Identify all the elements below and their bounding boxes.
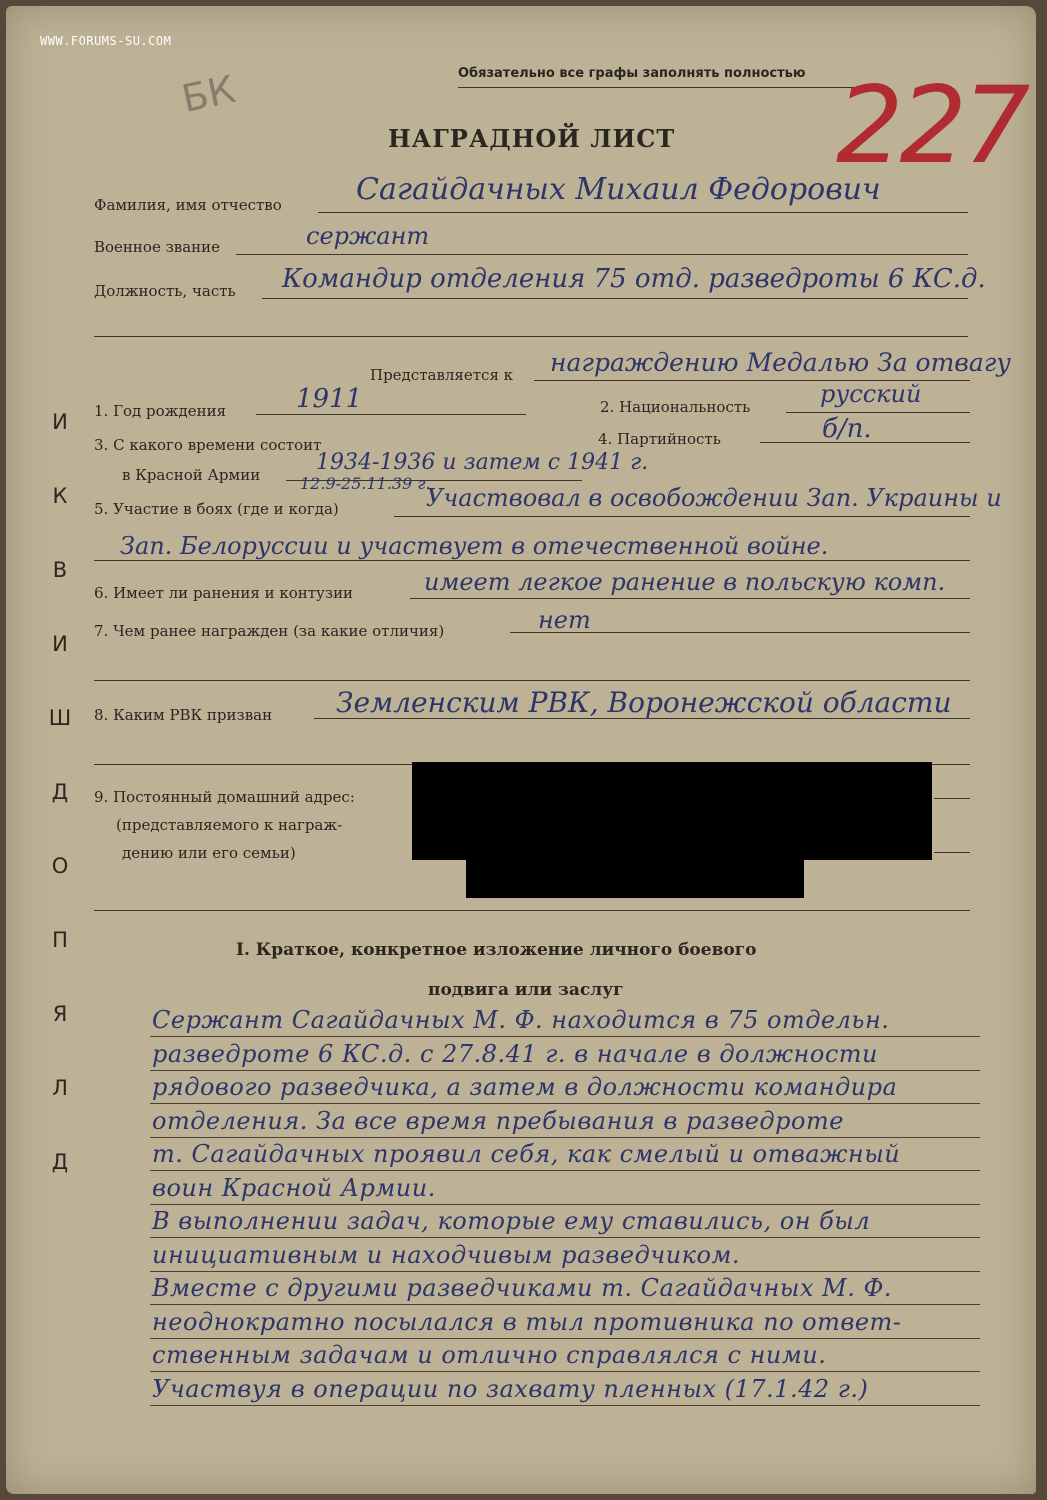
- service-since-label-1: 3. С какого времени состоит: [94, 436, 322, 454]
- narrative-rule: [150, 1405, 980, 1406]
- address-bottom-line: [94, 910, 970, 911]
- document-title: НАГРАДНОЙ ЛИСТ: [388, 124, 676, 153]
- section-heading-2: подвига или заслуг: [428, 980, 624, 1000]
- section-heading-1: I. Краткое, конкретное изложение личного боевого: [236, 940, 757, 960]
- narrative-line: инициативным и находчивым разведчиком.: [152, 1240, 740, 1269]
- address-line-1: [934, 798, 970, 799]
- name-label: Фамилия, имя отчество: [94, 196, 282, 214]
- narrative-line: неоднократно посылался в тыл противника по ответ-: [152, 1307, 902, 1336]
- binding-letter: В: [52, 558, 68, 582]
- birth-year-label: 1. Год рождения: [94, 402, 227, 420]
- rank-line: [236, 254, 968, 255]
- narrative-rule: [150, 1371, 980, 1372]
- binding-letter: Я: [52, 1002, 68, 1026]
- binding-letter: Л: [52, 1076, 68, 1100]
- wounds-label: 6. Имеет ли ранения и контузии: [94, 584, 354, 602]
- narrative-rule: [150, 1304, 980, 1305]
- rank-label: Военное звание: [94, 238, 221, 256]
- prior-awards-line-2: [94, 680, 970, 681]
- narrative-line: разведроте 6 КС.д. с 27.8.41 г. в начале в должности: [152, 1039, 878, 1068]
- narrative-line: Участвуя в операции по захвату пленных (17.1.42 г.): [152, 1374, 869, 1403]
- narrative-rule: [150, 1137, 980, 1138]
- prior-awards-value: нет: [538, 606, 591, 634]
- narrative-rule: [150, 1103, 980, 1104]
- narrative-line: В выполнении задач, которые ему ставились, он был: [152, 1207, 871, 1235]
- party-value: б/п.: [822, 414, 872, 444]
- birth-year-value: 1911: [296, 384, 363, 414]
- address-redaction-block: [412, 762, 932, 860]
- battles-line-1: [394, 516, 970, 517]
- presented-label: Представляется к: [370, 366, 514, 384]
- red-sheet-number: 227: [836, 64, 1027, 187]
- narrative-line: рядового разведчика, а затем в должности командира: [152, 1073, 898, 1101]
- narrative-line: воин Красной Армии.: [152, 1173, 436, 1202]
- note-underline: [458, 87, 880, 88]
- address-label-2: (представляемого к награж-: [116, 816, 343, 834]
- presented-value: награждению Медалью За отвагу: [550, 348, 1011, 377]
- position-line-2: [94, 336, 968, 337]
- binding-letter: П: [52, 928, 68, 952]
- wounds-value: имеет легкое ранение в польскую комп.: [424, 568, 946, 596]
- narrative-line: ственным задачам и отлично справлялся с ними.: [152, 1341, 827, 1369]
- party-label: 4. Партийность: [598, 430, 721, 448]
- battles-date: 12.9-25.11.39 г.: [300, 474, 431, 493]
- narrative-rule: [150, 1271, 980, 1272]
- name-line: [318, 212, 968, 213]
- narrative-line: отделения. За все время пребывания в разведроте: [152, 1106, 844, 1135]
- binding-letter: Д: [51, 780, 69, 804]
- binding-letter: Ш: [48, 706, 72, 730]
- binding-letter: К: [52, 484, 68, 508]
- position-value: Командир отделения 75 отд. разведроты 6 КС.д.: [282, 264, 986, 294]
- battles-value-2: Зап. Белоруссии и участвует в отечественной войне.: [120, 532, 829, 560]
- binding-letter: Д: [51, 1150, 69, 1174]
- address-line-2: [934, 852, 970, 853]
- narrative-rule: [150, 1070, 980, 1071]
- narrative-rule: [150, 1170, 980, 1171]
- party-line: [760, 442, 970, 443]
- service-since-label-2: в Красной Армии: [122, 466, 261, 484]
- rank-value: сержант: [306, 222, 430, 250]
- narrative-line: Сержант Сагайдачных М. Ф. находится в 75 отдельн.: [152, 1006, 890, 1034]
- wounds-line: [410, 598, 970, 599]
- rvk-label: 8. Каким РВК призван: [94, 706, 273, 724]
- nationality-line: [786, 412, 970, 413]
- site-watermark: WWW.FORUMS-SU.COM: [40, 34, 172, 48]
- narrative-rule: [150, 1036, 980, 1037]
- service-since-value: 1934-1936 и затем с 1941 г.: [316, 450, 649, 475]
- narrative-line: Вместе с другими разведчиками т. Сагайдачных М. Ф.: [152, 1274, 892, 1302]
- battles-label: 5. Участие в боях (где и когда): [94, 500, 339, 518]
- fill-all-fields-note: Обязательно все графы заполнять полностью: [458, 66, 806, 81]
- position-line: [262, 298, 968, 299]
- nationality-value: русский: [820, 380, 922, 408]
- rvk-value: Земленским РВК, Воронежской области: [336, 686, 952, 719]
- prior-awards-label: 7. Чем ранее награжден (за какие отличия): [94, 622, 445, 640]
- address-label-3: дению или его семьи): [122, 844, 296, 862]
- narrative-rule: [150, 1237, 980, 1238]
- battles-line-2: [94, 560, 970, 561]
- nationality-label: 2. Национальность: [600, 398, 751, 416]
- binding-margin-text: [40, 410, 80, 1224]
- address-label-1: 9. Постоянный домашний адрес:: [94, 788, 355, 806]
- binding-letter: И: [52, 632, 68, 656]
- name-value: Сагайдачных Михаил Федорович: [356, 172, 881, 207]
- binding-letter: О: [51, 854, 69, 878]
- narrative-rule: [150, 1338, 980, 1339]
- address-redaction-block-2: [466, 856, 804, 898]
- position-label: Должность, часть: [94, 282, 236, 300]
- pencil-mark: БК: [178, 66, 240, 122]
- narrative-line: т. Сагайдачных проявил себя, как смелый и отважный: [152, 1140, 901, 1168]
- binding-letter: И: [52, 410, 68, 434]
- narrative-rule: [150, 1204, 980, 1205]
- birth-year-line: [256, 414, 526, 415]
- prior-awards-line: [510, 632, 970, 633]
- battles-value-1: Участвовал в освобождении Зап. Украины и: [426, 484, 1002, 512]
- rvk-line: [314, 718, 970, 719]
